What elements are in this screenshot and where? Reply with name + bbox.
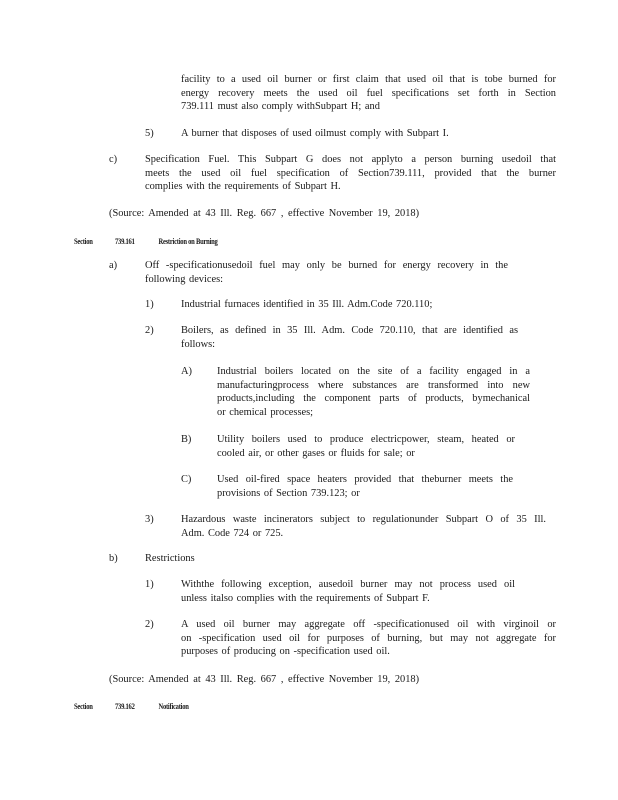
list-item: Boilers, as defined in 35 Ill. Adm. Code 720.110, that are identified as follows: — [181, 325, 518, 350]
item-marker: 1) — [145, 299, 154, 310]
list-item: Used oil-fired space heaters provided that theburner meets the provisions of Section 739.123; or — [217, 474, 513, 499]
document-page: facility to a used oil burner or first claim that used oil that is tobe burned for energy recovery meets the used oil fuel specifications set forth in Section 739.111 must also comply withSubpart H; and 5) A burner that disposes of used oilmust comply with Subpart I. c) Specification Fuel. This Subpart G does not applyto a person burning usedoil that meets the used oil fuel specification of Section739.111, provided that the burner complies with the requirements of Subpart H. (Source: Amended at 43 Ill. Reg. 667 , effective November 19, 2018) Section 739.161 Restriction on Burning a) Off -specificationusedoil fuel may only be burned for energy recovery in the following devices: 1) Industrial furnaces identified in 35 Ill. Adm.Code 720.110; 2) Boilers, as defined in 35 Ill. Adm. Code 720.110, that are identified as follows: A) Industrial boilers located on the site of a facility engaged in a manufacturingprocess where substances are transformed into new products,including the component parts of products, bymechanical or chemical processes; B) Utility boilers used to produce electricpower, steam, heated or cooled air, or other gases or fluids for sale; or C) Used oil-fired space heaters provided that theburner meets the provisions of Section 739.123; or 3) Hazardous waste incinerators subject to regulationunder Subpart O of 35 Ill. Adm. Code 724 or 725. b) Restrictions 1) Withthe following exception, ausedoil burner may not process used oil unless italso complies with the requirements of Subpart F. 2) A used oil burner may aggregate off -specificationused oil with virginoil or on -specification used oil for purposes of burning, but may not aggregate for purposes of producing on -specification used oil. (Source: Amended at 43 Ill. Reg. 667 , effective November 19, 2018) Section 739.162 Notification — [74, 74, 556, 711]
list-item: Withthe following exception, ausedoil burner may not process used oil unless italso complies with the requirements of Subpart F. — [181, 579, 515, 604]
list-item: Utility boilers used to produce electricpower, steam, heated or cooled air, or other gases or fluids for sale; or — [217, 434, 515, 459]
source-note: (Source: Amended at 43 Ill. Reg. 667 , effective November 19, 2018) — [109, 674, 420, 685]
item-marker: C) — [181, 474, 192, 485]
list-item: A used oil burner may aggregate off -specificationused oil with virginoil or on -specification used oil for purposes of burning, but may not aggregate for purposes of producing on -specification used oil. — [181, 619, 556, 658]
list-item-heading: Restrictions — [145, 553, 195, 564]
list-item: Industrial furnaces identified in 35 Ill. Adm.Code 720.110; — [181, 299, 433, 310]
item-marker: A) — [181, 366, 192, 377]
list-item: Off -specificationusedoil fuel may only be burned for energy recovery in the following devices: — [145, 260, 508, 285]
list-item: A burner that disposes of used oilmust comply with Subpart I. — [181, 128, 449, 139]
item-marker: 5) — [145, 128, 154, 139]
item-marker: 1) — [145, 579, 154, 590]
item-marker: c) — [109, 154, 118, 165]
item-marker: a) — [109, 260, 118, 271]
item-marker: 3) — [145, 514, 154, 525]
item-marker: 2) — [145, 325, 154, 336]
item-marker: b) — [109, 553, 118, 564]
list-item: Specification Fuel. This Subpart G does not applyto a person burning usedoil that meets the used oil fuel specification of Section739.111, provided that the burner complies with the requirements of Subpart H. — [145, 154, 556, 193]
item-marker: B) — [181, 434, 192, 445]
source-note: (Source: Amended at 43 Ill. Reg. 667 , effective November 19, 2018) — [109, 208, 420, 219]
list-item: Hazardous waste incinerators subject to regulationunder Subpart O of 35 Ill. Adm. Code 724 or 725. — [181, 514, 546, 539]
list-item: Industrial boilers located on the site of a facility engaged in a manufacturingprocess where substances are transformed into new products,including the component parts of products, bymechanical or chemical processes; — [217, 366, 530, 418]
item-marker: 2) — [145, 619, 154, 630]
continuation-paragraph: facility to a used oil burner or first claim that used oil that is tobe burned for energy recovery meets the used oil fuel specifications set forth in Section 739.111 must also comply withSubpart H; and — [181, 74, 556, 113]
